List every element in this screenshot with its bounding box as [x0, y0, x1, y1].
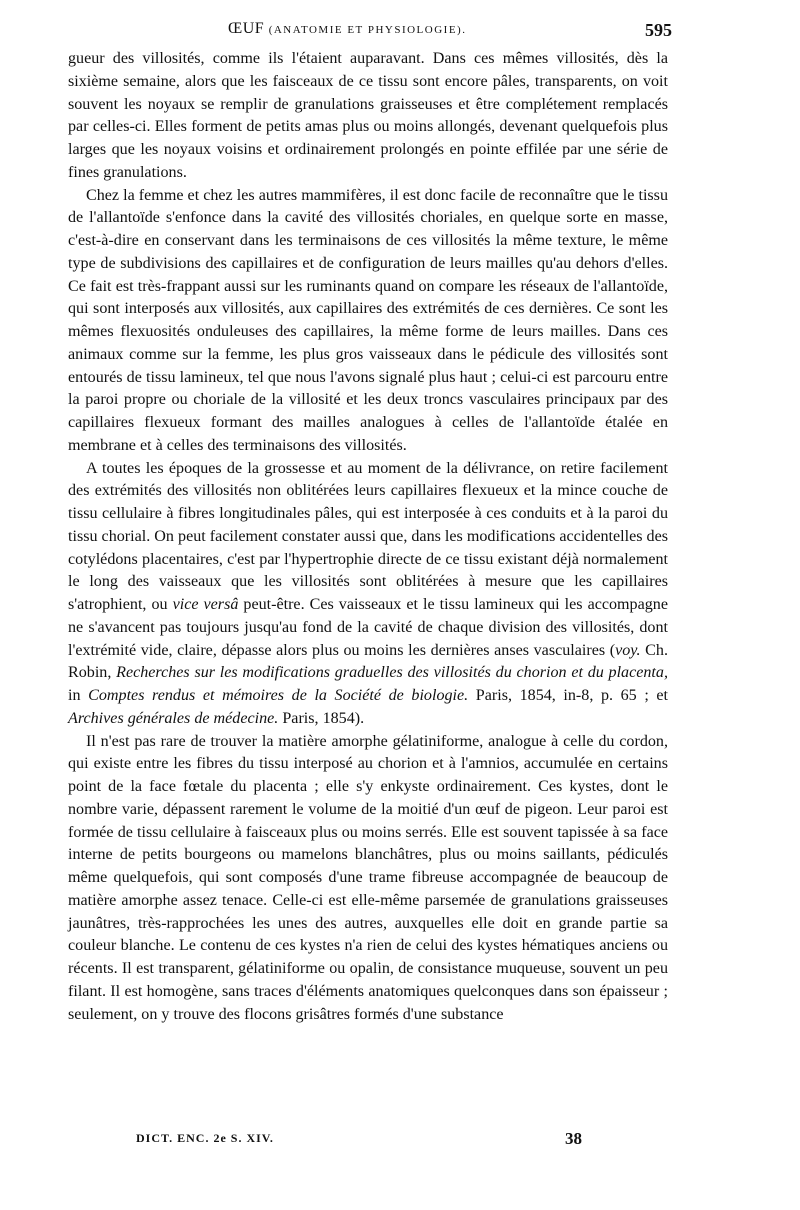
paragraph-3-text: A toutes les époques de la grossesse et au moment de la délivrance, on retire facilement des extrémités des villosités non oblitérées leurs capillaires flexueux et la mince couche de tissu cellulaire à fibres longitudinales pâles, qui est interposée à ces conduits et à la paroi du tissu chorial. On peut facilement constater aussi que, dans les modifications accidentelles des cotylédons placentaires, c'est par l'hypertrophie directe de ce tissu existant déjà normalement le long des vaisseaux que les villosités sont oblitérées à mesure que les capillaires s'atrophient, ou: [68, 459, 668, 613]
page-footer: [68, 1129, 668, 1151]
paragraph-3-run-10: Paris, 1854).: [278, 709, 365, 727]
paragraph-2: Chez la femme et chez les autres mammifères, il est donc facile de reconnaître que le tissu de l'allantoïde s'enfonce dans la cavité des villosités choriales, en quelque sorte en masse, c'est-à-dire en conservant dans les terminaisons de ces villosités la même texture, le même type de subdivisions des capillaires et de configuration de leurs mailles qu'au dehors d'elles. Ce fait est très-frappant aussi sur les ruminants quand on compare les réseaux de l'allantoïde, qui sont interposés aux villosités, aux capillaires des extrémités de ces dernières. Ce sont les mêmes flexuosités onduleuses des capillaires, la même forme de leurs mailles. Dans ces animaux comme sur la femme, les plus gros vaisseaux dans le pédicule des villosités sont entourés de tissu lamineux, tel que nous l'avons signalé plus haut ; celui-ci est parcouru entre la paroi propre ou choriale de la villosité et les deux troncs vasculaires principaux par des capillaires flexueux formant des mailles analogues à celles de l'allantoïde étalée en membrane et à celles des terminaisons des villosités.: [68, 186, 668, 454]
italic-vice-versa: vice versâ: [172, 596, 239, 613]
running-header: [68, 16, 672, 42]
italic-archives: Archives générales de médecine.: [68, 709, 279, 727]
paragraph-4: Il n'est pas rare de trouver la matière amorphe gélatiniforme, analogue à celle du cordon, qui existe entre les fibres du tissu interposé au chorion et à l'amnios, accumulée en certains point de la face fœtale du placenta ; elle s'y enkyste ordinairement. Ces kystes, dont le nombre varie, dépassent rarement le volume de la moitié d'un œuf de pigeon. Leur paroi est formée de tissu cellulaire à faisceaux plus ou moins serrés. Elle est souvent tapissée à sa face interne de petits bourgeons ou mamelons blanchâtres, plus ou moins saillants, pédiculés même quelquefois, qui sont composés d'une trame fibreuse accompagnée de beaucoup de matière amorphe assez tenace. Celle-ci est elle-même parsemée de granulations graisseuses jaunâtres, très-rapprochées les unes des autres, auxquelles elle doit en grande partie sa couleur blanche. Le contenu de ces kystes n'a rien de celui des kystes hématiques anciens ou récents. Il est transparent, gélatiniforme ou opalin, de consistance muqueuse, souvent un peu filant. Il est homogène, sans traces d'éléments anatomiques quelconques dans son épaisseur ; seulement, on y trouve des flocons grisâtres formés d'une substance: [68, 732, 668, 1023]
header-title: [228, 20, 466, 38]
paragraph-3-run-8: Paris, 1854, in-8, p. 65 ; et: [468, 687, 668, 704]
paragraph-3-run-2: peut-être. Ces vaisseaux et le tissu lamineux qui les accompagne ne s'avancent pas toujours jusqu'au fond de la cavité de chaque division des villosités, dont l'extrémité vide, claire, dépasse alors plus ou moins les dernières anses vasculaires (: [68, 596, 668, 659]
page-number: 595: [645, 20, 672, 40]
header-title-sub: (ANATOMIE ET PHYSIOLOGIE).: [268, 24, 467, 36]
paragraph-3-run-4: Ch. Robin,: [68, 641, 668, 682]
body-text: [68, 48, 668, 1026]
paragraph-3: [68, 458, 668, 731]
italic-recherches-title: Recherches sur les modifications graduelles des villosités du chorion et du placenta,: [116, 664, 668, 682]
signature-number: 38: [565, 1129, 582, 1148]
paragraph-1: gueur des villosités, comme ils l'étaient auparavant. Dans ces mêmes villosités, dès la sixième semaine, alors que les faisceaux de ce tissu sont encore pâles, transparents, on voit souvent les noyaux se remplir de granulations graisseuses et être complétement remplacés par celles-ci. Elles forment de petits amas plus ou moins allongés, devenant quelquefois plus larges que les noyaux voisins et ordinairement prolongés en pointe effilée par une série de fines granulations.: [68, 50, 668, 181]
header-title-main: ŒUF: [228, 20, 265, 37]
paragraph-3-run-6: in: [68, 687, 89, 704]
italic-voy: voy.: [615, 641, 641, 659]
italic-comptes-rendus: Comptes rendus et mémoires de la Société de biologie.: [88, 687, 469, 704]
signature-mark: DICT. ENC. 2e S. XIV.: [136, 1131, 274, 1145]
